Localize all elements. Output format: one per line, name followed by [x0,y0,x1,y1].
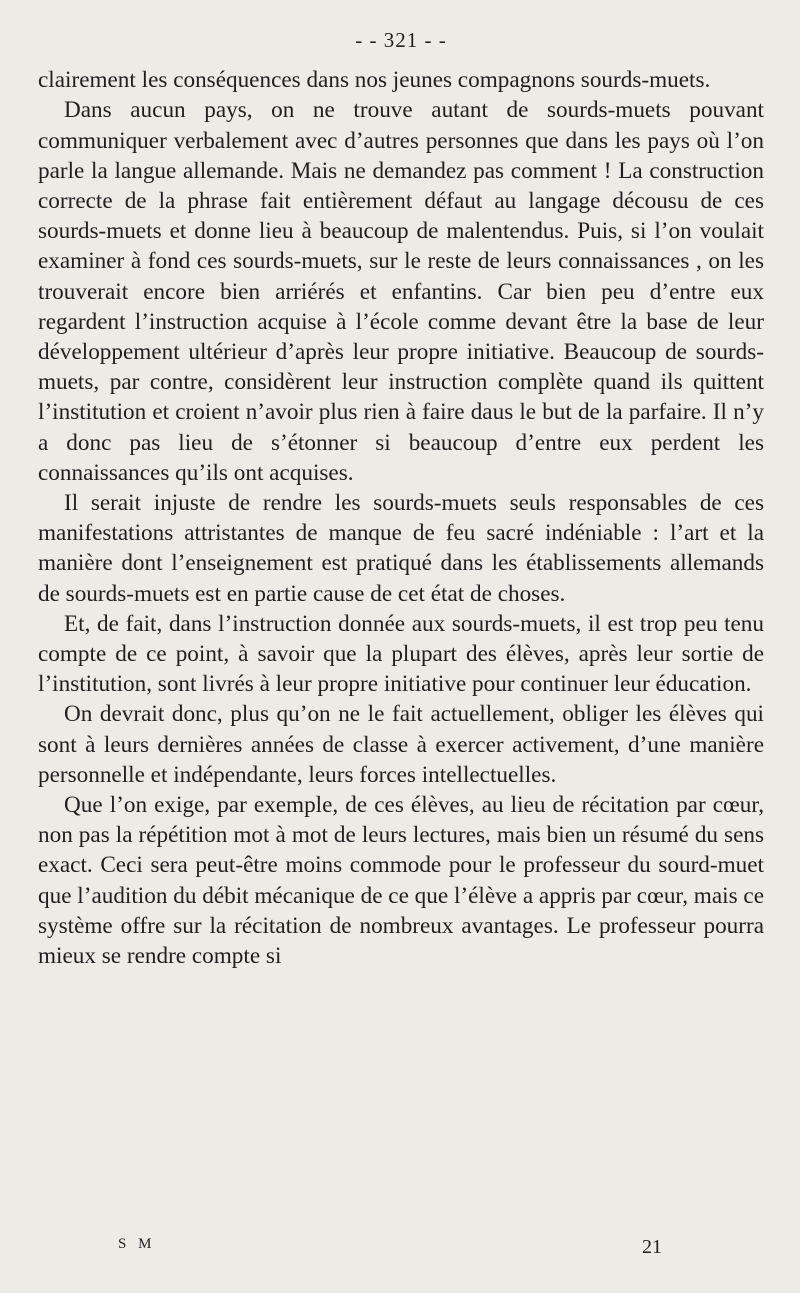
paragraph-3: Il serait injuste de rendre les sourds-muets seuls responsables de ces manifestations attristantes de manque de feu sacré indéniable : l’art et la manière dont l’enseignement est pratiqué dans les établissements allemands de sourds-muets est en partie cause de cet état de choses. [38,490,764,607]
page-footer [0,1236,800,1266]
body-text [38,65,764,971]
page-number: - - 321 - - [355,28,447,52]
sheet-number: 21 [642,1236,662,1258]
paragraph-4: Et, de fait, dans l’instruction donnée aux sourds-muets, il est trop peu tenu compte de ce point, à savoir que la plupart des élèves, après leur sortie de l’institution, sont livrés à leur propre initiative pour continuer leur éducation. [38,610,764,698]
paragraph-6: Que l’on exige, par exemple, de ces élèves, au lieu de récitation par cœur, non pas la répétition mot à mot de leurs lectures, mais bien un résumé du sens exact. Ceci sera peut-être moins commode pour le professeur du sourd-muet que l’audition du débit mécanique de ce que l’élève a appris par cœur, mais ce système offre sur la récitation de nombreux avantages. Le professeur pourra mieux se rendre compte si [38,792,764,970]
paragraph-2: Dans aucun pays, on ne trouve autant de sourds-muets pouvant communiquer verbalement avec d’autres personnes que dans les pays où l’on parle la langue allemande. Mais ne demandez pas comment ! La construction correcte de la phrase fait entièrement défaut au langage décousu de ces sourds-muets et donne lieu à beaucoup de malentendus. Puis, si l’on voulait examiner à fond ces sourds-muets, sur le reste de leurs connaissances , on les trouverait encore bien arriérés et enfantins. Car bien peu d’entre eux regardent l’instruction acquise à l’école comme devant être la base de leur développement ultérieur d’après leur propre initiative. Beaucoup de sourds-muets, par contre, considèrent leur instruction complète quand ils quittent l’institution et croient n’avoir plus rien à faire daus le but de la parfaire. Il n’y a donc pas lieu de s’étonner si beaucoup d’entre eux perdent les connaissances qu’ils ont acquises. [38,97,764,486]
paragraph-5: On devrait donc, plus qu’on ne le fait actuellement, obliger les élèves qui sont à leurs dernières années de classe à exercer activement, d’une manière personnelle et indépendante, leurs forces intellectuelles. [38,701,764,788]
printer-signature: S M [118,1236,156,1252]
paragraph-1: clairement les conséquences dans nos jeunes compagnons sourds-muets. [38,67,711,94]
